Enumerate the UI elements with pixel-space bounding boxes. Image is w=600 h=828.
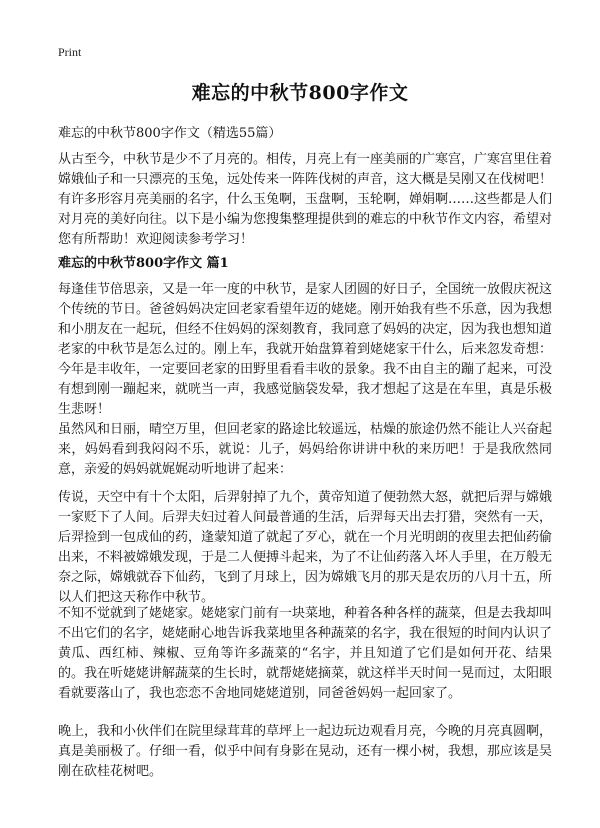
body-paragraph: 晚上，我和小伙伴们在院里绿茸茸的草坪上一起边玩边观看月亮，今晚的月亮真圆啊，真是美丽极了。仔细一看，似乎中间有身影在晃动，还有一棵小树，我想，那应该是吴刚在砍桂花树吧。 xyxy=(58,724,553,779)
intro-paragraph: 从古至今，中秋节是少不了月亮的。相传，月亮上有一座美丽的广寒宫，广寒宫里住着嫦娥仙子和一只漂亮的玉兔，远处传来一阵阵伐树的声音，这大概是吴刚又在伐树吧！有许多形容月亮美丽的名字，什么玉兔啊，玉盘啊，玉轮啊，婵娟啊……这些都是人们对月亮的美好向往。以下是小编为您搜集整理提供到的难忘的中秋节作文内容，希望对您有所帮助！欢迎阅读参考学习！ xyxy=(58,152,553,247)
body-paragraph: 虽然风和日丽，晴空万里，但回老家的路途比较遥远，枯燥的旅途仍然不能让人兴奋起来，妈妈看到我闷闷不乐，就说：儿子，妈妈给你讲讲中秋的来历吧！于是我欣然同意，亲爱的妈妈就娓娓动听地讲了起来： xyxy=(58,422,553,477)
article-subtitle: 难忘的中秋节800字作文（精选55篇） xyxy=(58,126,282,141)
body-paragraph: 传说，天空中有十个太阳，后羿射掉了九个，黄帝知道了便勃然大怒，就把后羿与嫦娥一家贬下了人间。后羿夫妇过着人间最普通的生活，后羿每天出去打猎，突然有一天，后羿捡到一包成仙的药，逢蒙知道了就起了歹心，就在一个月光明朗的夜里去把仙药偷出来，不料被嫦娥发现，于是二人便搏斗起来，为了不让仙药落入坏人手里，在万般无奈之际，嫦娥就吞下仙药，飞到了月球上，因为嫦娥飞月的那天是农历的八月十五，所以人们把这天称作中秋节。 xyxy=(58,490,553,605)
print-link[interactable]: Print xyxy=(58,45,82,59)
page-title: 难忘的中秋节800字作文 xyxy=(191,82,409,104)
body-paragraph: 不知不觉就到了姥姥家。姥姥家门前有一块菜地，种着各种各样的蔬菜，但是去我却叫不出它们的名字，姥姥耐心地告诉我菜地里各种蔬菜的名字，我在很短的时间内认识了黄瓜、西红柿、辣椒、豆角等许多蔬菜的“名字，并且知道了它们是如何开花、结果的。我在听姥姥讲解蔬菜的生长时，就帮姥姥摘菜，就这样半天时间一晃而过，太阳眼看就要落山了，我也恋恋不舍地同姥姥道别，同爸爸妈妈一起回家了。 xyxy=(58,606,553,701)
body-paragraph: 每逢佳节倍思亲，又是一年一度的中秋节，是家人团圆的好日子，全国统一放假庆祝这个传统的节日。爸爸妈妈决定回老家看望年迈的姥姥。刚开始我有些不乐意，因为我想和小朋友在一起玩，但经不住妈妈的深刻教育，我同意了妈妈的决定，因为我也想知道老家的中秋节是怎么过的。刚上车，我就开始盘算着到姥姥家干什么，后来忽发奇想：今年是丰收年，一定要回老家的田野里看看丰收的景象。我不由自主的蹦了起来，可没有想到刚一蹦起来，就咣当一声，我感觉脑袋发晕，我才想起了这是在车里，真是乐极生悲呀！ xyxy=(58,282,553,417)
section-heading: 难忘的中秋节800字作文 篇1 xyxy=(58,256,229,271)
